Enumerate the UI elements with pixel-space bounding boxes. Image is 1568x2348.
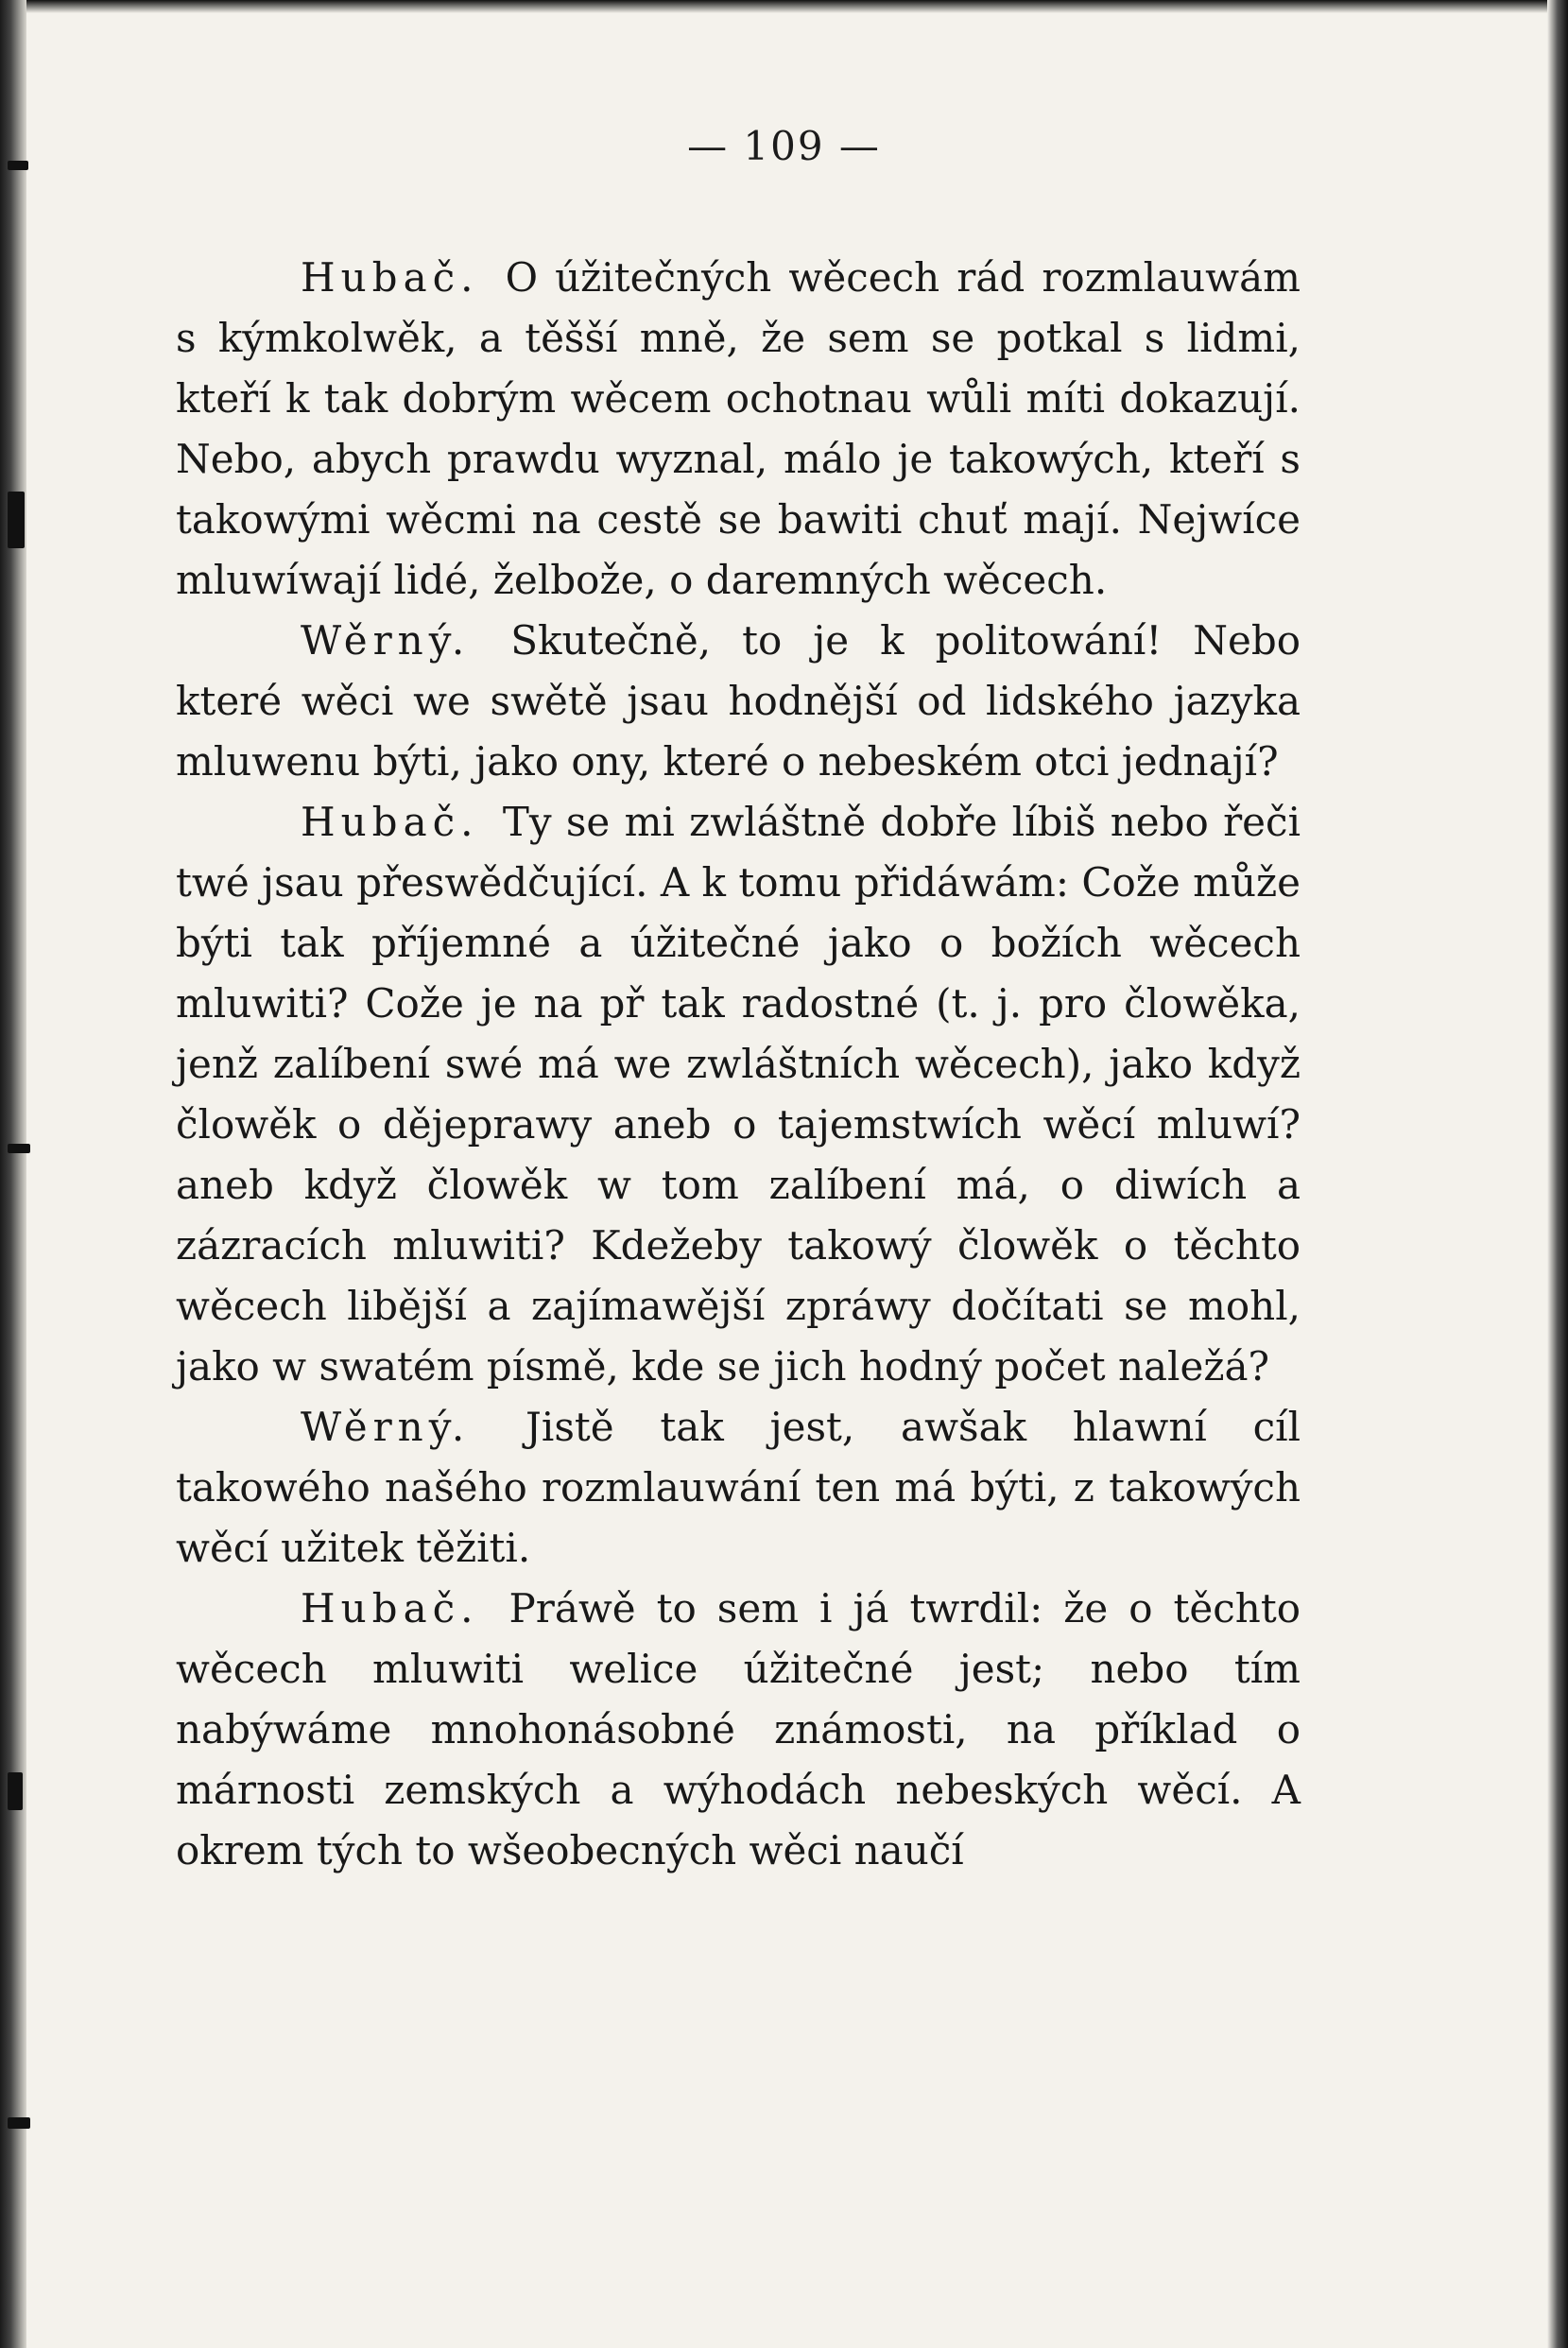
dialogue-paragraph [176,248,1301,611]
dialogue-paragraph [176,1579,1301,1881]
margin-ink-mark [8,1772,23,1810]
page-top-edge-shadow [0,0,1568,13]
page-binding-edge [0,0,26,2348]
margin-ink-mark [8,492,25,548]
paragraph-text: Skutečně, to je k politowání! Nebo které wěci we swětě jsau hodnější od lidského jazyka mluwenu býti, jako ony, které o nebeském otci jednají? [176,617,1301,785]
paragraph-text: Ty se mi zwláštně dobře líbiš nebo řeči twé jsau přeswědčující. A k tomu přidáwám: Cože může býti tak příjemné a úžitečné jako o božích wěcech mluwiti? Cože je na př tak radostné (t. j. pro člowěka, jenž zalíbení swé má we zwláštních wěcech), jako když člowěk o dějeprawy aneb o tajemstwích wěcí mluwí? aneb když člowěk w tom zalíbení má, o diwích a zázracích mluwiti? Kdežeby takowý člowěk o těchto wěcech libější a zajímawější zpráwy dočítati se mohl, jako w swatém písmě, kde se jich hodný počet naležá? [176,799,1301,1390]
dialogue-paragraph [176,792,1301,1397]
speaker-name: Hubač. [301,799,479,845]
speaker-name: Wěrný. [301,617,471,664]
speaker-name: Wěrný. [301,1404,471,1450]
dialogue-paragraph [176,611,1301,792]
speaker-name: Hubač. [301,1585,479,1632]
margin-ink-mark [8,2117,30,2129]
paragraph-text: Práwě to sem i já twrdil: že o těchto wěcech mluwiti welice úžitečné jest; nebo tím nabýwáme mnohonásobné známosti, na příklad o márnosti zemských a wýhodách nebeských wěcí. A okrem tých to wšeobecných wěci naučí [176,1585,1301,1873]
page-number-header: — 109 — [687,123,881,169]
margin-ink-mark [8,1144,30,1153]
dialogue-paragraph [176,1397,1301,1579]
speaker-name: Hubač. [301,254,479,301]
paragraph-text: O úžitečných wěcech rád rozmlauwám s kýmkolwěk, a těšší mně, že sem se potkal s lidmi, kteří k tak dobrým wěcem ochotnau wůli míti dokazují. Nebo, abych prawdu wyznal, málo je takowých, kteří s takowými wěcmi na cestě se bawiti chuť mají. Nejwíce mluwíwají lidé, želbože, o daremných wěcech. [176,254,1301,603]
paragraph-text: Jistě tak jest, awšak hlawní cíl takowého našého rozmlauwání ten má býti, z takowých wěcí užitek těžiti. [176,1404,1301,1571]
body-text [176,248,1301,1881]
page-right-edge-shadow [1547,0,1568,2348]
